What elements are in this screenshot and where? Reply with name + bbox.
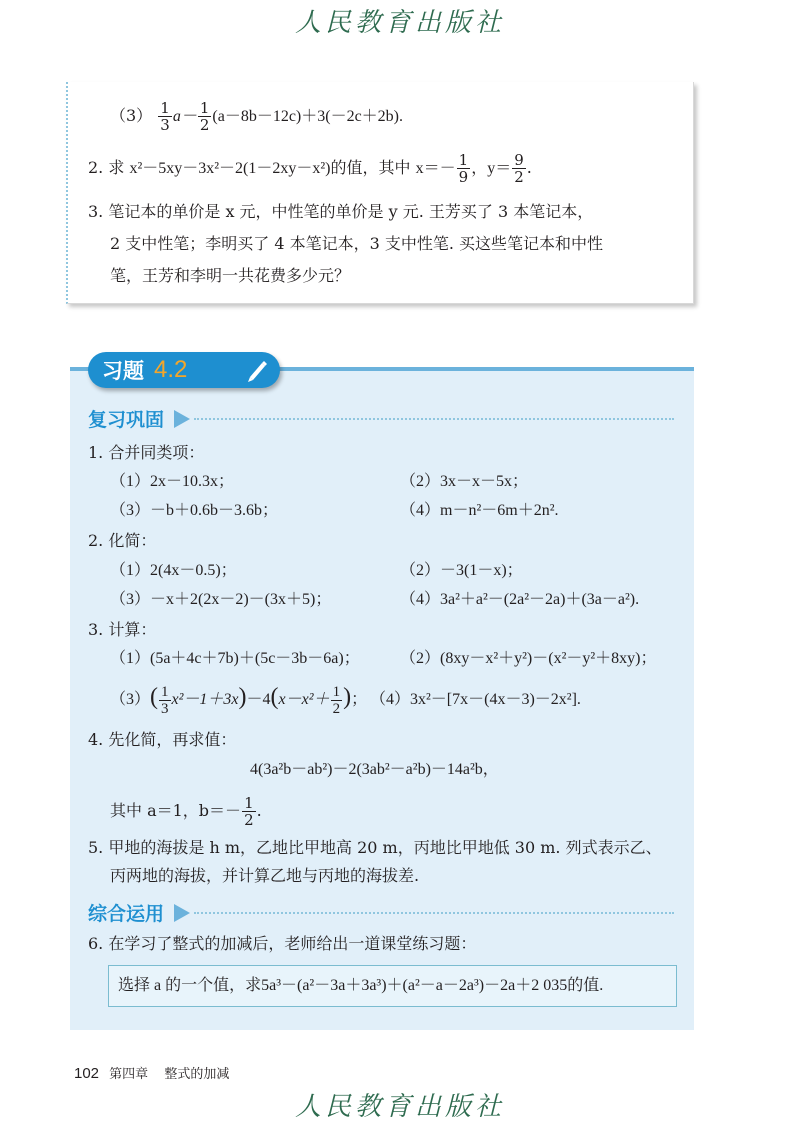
problem-2-part-1: （1）2(4x－0.5)； bbox=[110, 562, 237, 579]
problem-2-part-4: （4）3a²＋a²－(2a²－2a)＋(3a－a²). bbox=[400, 591, 640, 608]
problem-4-expression: 4(3a²b－ab²)－2(3ab²－a²b)－14a²b， bbox=[250, 761, 499, 778]
section-label: 综合运用 bbox=[88, 903, 165, 925]
denominator: 9 bbox=[458, 168, 469, 186]
denominator: 3 bbox=[160, 116, 170, 134]
exercise-number: 4.2 bbox=[154, 356, 188, 383]
numerator: 1 bbox=[244, 794, 254, 812]
page-footer bbox=[74, 1063, 229, 1082]
denominator: 2 bbox=[244, 811, 254, 829]
dotted-rule bbox=[194, 912, 674, 914]
expression: a－ bbox=[172, 108, 197, 125]
period: . bbox=[256, 801, 262, 820]
expression: x²－1＋3x bbox=[171, 691, 239, 709]
prev-item-3-line-1: 3. 笔记本的单价是 x 元，中性笔的单价是 y 元. 王芳买了 3 本笔记本， bbox=[88, 202, 594, 221]
problem-2-part-2: （2）－3(1－x)； bbox=[400, 562, 523, 579]
x-value: x＝－ bbox=[415, 160, 456, 177]
section-heading-review bbox=[88, 405, 674, 432]
numerator: 1 bbox=[199, 99, 210, 117]
problem-4-condition bbox=[110, 795, 262, 828]
triangle-arrow-icon bbox=[174, 904, 190, 922]
y-value: ，y＝ bbox=[471, 160, 512, 177]
expression: x－x²＋ bbox=[278, 691, 330, 709]
problem-6-stem: 6. 在学习了整式的加减后，老师给出一道课堂练习题： bbox=[88, 934, 477, 953]
prev-item-3-line-2: 2 支中性笔；李明买了 4 本笔记本，3 支中性笔. 买这些笔记本和中性 bbox=[110, 234, 604, 253]
triangle-arrow-icon bbox=[174, 410, 190, 428]
fraction bbox=[158, 100, 172, 133]
problem-stem: 2. 求 bbox=[88, 158, 125, 177]
problem-3-stem: 3. 计算： bbox=[88, 620, 157, 639]
problem-4-stem: 4. 先化简，再求值： bbox=[88, 730, 237, 749]
denominator: 2 bbox=[199, 116, 210, 134]
problem-1-part-2: （2）3x－x－5x； bbox=[400, 473, 529, 490]
expression: x²－5xy－3x²－2(1－2xy－x²) bbox=[129, 160, 331, 177]
part-label: （3） bbox=[110, 106, 153, 125]
expression: －4 bbox=[246, 691, 271, 709]
numerator: 1 bbox=[332, 684, 341, 700]
numerator: 9 bbox=[514, 151, 524, 169]
problem-1-part-4: （4）m－n²－6m＋2n². bbox=[400, 502, 559, 519]
pencil-icon bbox=[244, 357, 270, 383]
publisher-watermark-bottom: 人民教育出版社 bbox=[294, 1092, 505, 1122]
section-label: 复习巩固 bbox=[88, 409, 165, 431]
problem-2-part-3: （3）－x＋2(2x－2)－(3x＋5)； bbox=[110, 591, 332, 608]
problem-6-boxed-text: 选择 a 的一个值，求5a³－(a²－3a＋3a³)＋(a²－a－2a³)－2a＋2 035的值. bbox=[118, 977, 604, 994]
condition-text: 其中 a＝1，b＝－ bbox=[110, 801, 242, 820]
numerator: 1 bbox=[161, 684, 169, 700]
problem-3-part-3: （3）( $\frac{1}{3}$ x²－1＋3x)－4(x－x²＋ $\frac{1}{2}$ )； bbox=[110, 684, 368, 717]
fraction bbox=[242, 795, 256, 828]
problem-1-part-3: （3）－b＋0.6b－3.6b； bbox=[110, 502, 279, 519]
publisher-watermark-top: 人民教育出版社 bbox=[294, 8, 505, 38]
fraction bbox=[512, 152, 526, 185]
expression: (a－8b－12c)＋3(－2c＋2b). bbox=[212, 108, 404, 125]
dotted-rule bbox=[194, 418, 674, 420]
denominator: 3 bbox=[161, 701, 169, 717]
problem-1-stem: 1. 合并同类项： bbox=[88, 443, 205, 462]
fraction bbox=[331, 684, 343, 717]
period: . bbox=[526, 158, 532, 177]
page-number: 102 bbox=[74, 1065, 100, 1082]
problem-text: 的值，其中 bbox=[330, 158, 411, 177]
problem-3-part-4: （4）3x²－[7x－(4x－3)－2x²]. bbox=[370, 691, 581, 708]
semicolon: ； bbox=[351, 691, 368, 709]
exercise-title-badge bbox=[88, 352, 280, 388]
chapter-title: 整式的加减 bbox=[164, 1067, 230, 1082]
chapter-label: 第四章 bbox=[109, 1067, 149, 1082]
problem-2-stem: 2. 化简： bbox=[88, 531, 157, 550]
problem-1-part-1: （1）2x－10.3x； bbox=[110, 473, 235, 490]
fraction bbox=[159, 684, 171, 717]
problem-3-part-2: （2）(8xy－x²＋y²)－(x²－y²＋8xy)； bbox=[400, 650, 657, 667]
fraction bbox=[457, 152, 471, 185]
problem-5-line-1: 5. 甲地的海拔是 h m，乙地比甲地高 20 m，丙地比甲地低 30 m. 列式表示乙、 bbox=[88, 838, 662, 857]
numerator: 1 bbox=[458, 151, 469, 169]
numerator: 1 bbox=[160, 99, 170, 117]
fraction bbox=[198, 100, 212, 133]
prev-item-3-line-3: 笔，王芳和李明一共花费多少元？ bbox=[110, 266, 351, 285]
part-label: （3） bbox=[110, 691, 151, 709]
section-heading-application bbox=[88, 899, 674, 926]
denominator: 2 bbox=[332, 701, 341, 717]
prev-item-2 bbox=[88, 152, 532, 185]
denominator: 2 bbox=[514, 168, 524, 186]
prev-item-1-3 bbox=[110, 100, 403, 133]
problem-5-line-2: 丙两地的海拔，并计算乙地与丙地的海拔差. bbox=[110, 866, 420, 885]
problem-3-part-1: （1）(5a＋4c＋7b)＋(5c－3b－6a)； bbox=[110, 650, 360, 667]
exercise-title: 习题 bbox=[102, 359, 144, 383]
